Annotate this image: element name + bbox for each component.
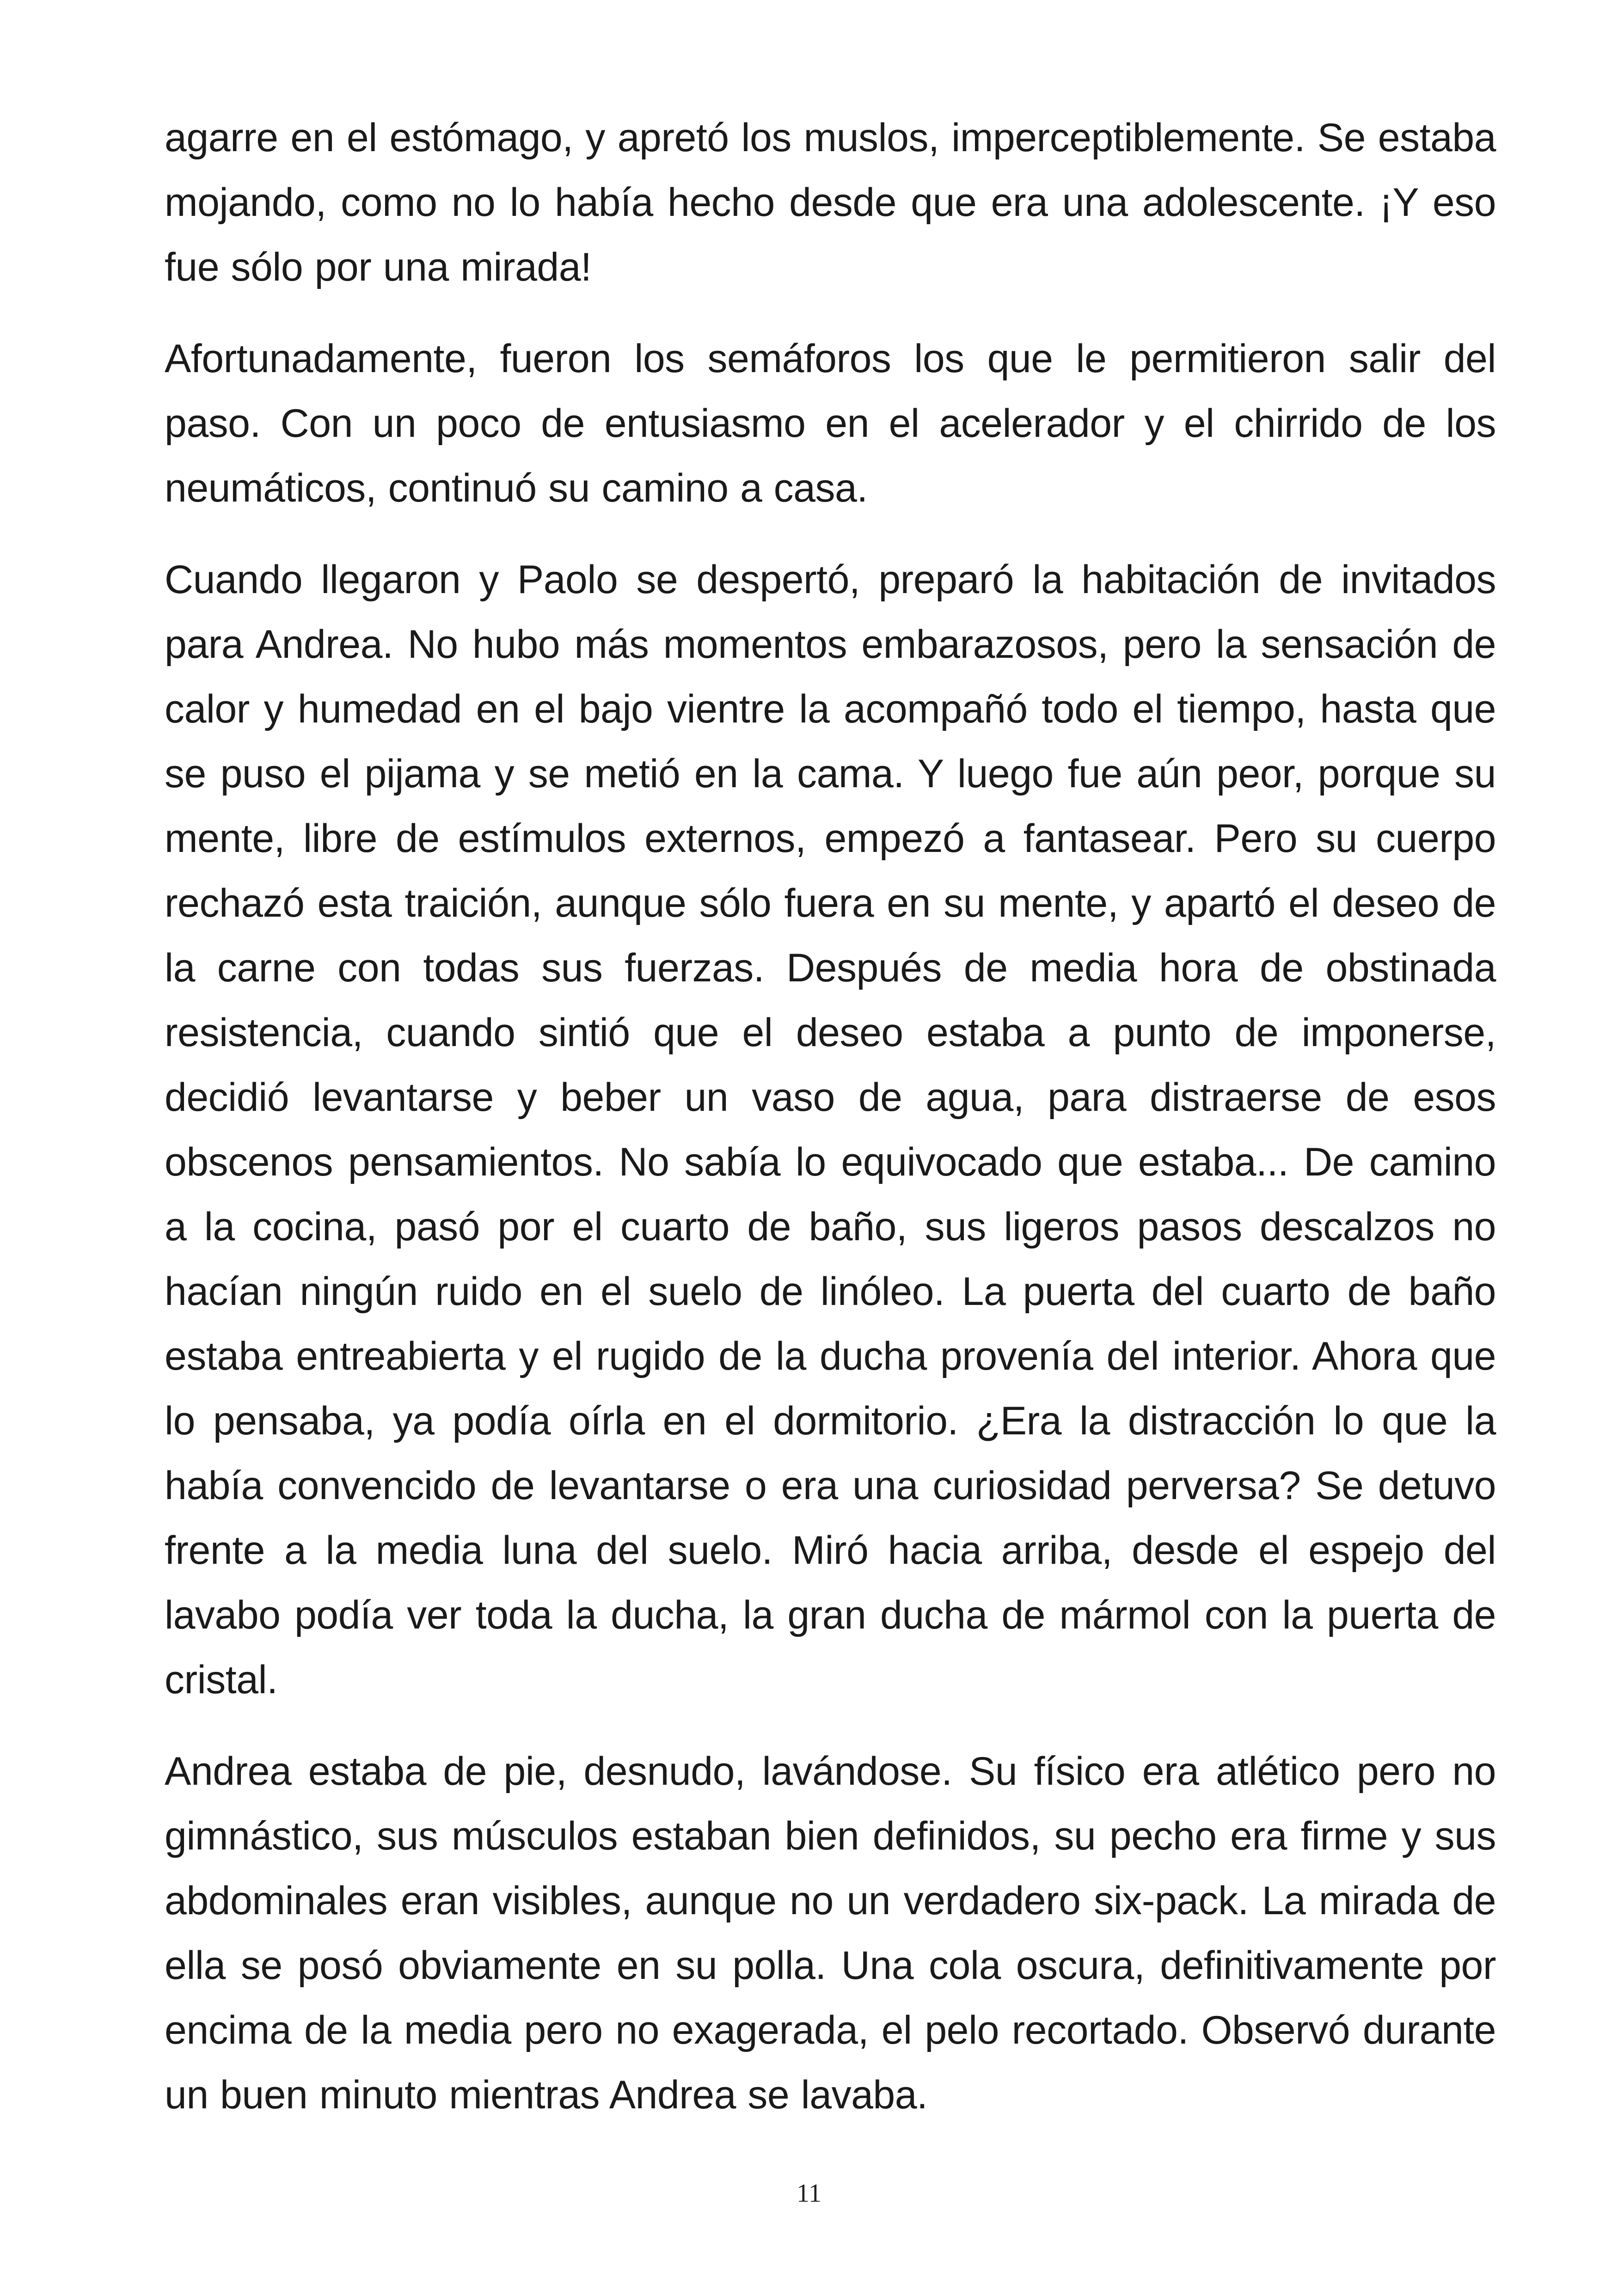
paragraph-4: Andrea estaba de pie, desnudo, lavándose. Su físico era atlético pero no gimnástico, sus músculos estaban bien definidos, su pecho era firme y sus abdominales eran visibles, aunque no un verdadero six-pack. La mirada de ella se posó obviamente en su polla. Una cola oscura, definitivamente por encima de la media pero no exagerada, el pelo recortado. Observó durante un buen minuto mientras Andrea se lavaba. — [165, 1749, 1496, 2117]
body-text — [165, 105, 1496, 2154]
paragraph-1: agarre en el estómago, y apretó los muslos, imperceptiblemente. Se estaba mojando, como no lo había hecho desde que era una adolescente. ¡Y eso fue sólo por una mirada! — [165, 116, 1496, 289]
paragraph-3: Cuando llegaron y Paolo se despertó, preparó la habitación de invitados para Andrea. No hubo más momentos embarazosos, pero la sensación de calor y humedad en el bajo vientre la acompañó todo el tiempo, hasta que se puso el pijama y se metió en la cama. Y luego fue aún peor, porque su mente, libre de estímulos externos, empezó a fantasear. Pero su cuerpo rechazó esta traición, aunque sólo fuera en su mente, y apartó el deseo de la carne con todas sus fuerzas. Después de media hora de obstinada resistencia, cuando sintió que el deseo estaba a punto de imponerse, decidió levantarse y beber un vaso de agua, para distraerse de esos obscenos pensamientos. No sabía lo equivocado que estaba... De camino a la cocina, pasó por el cuarto de baño, sus ligeros pasos descalzos no hacían ningún ruido en el suelo de linóleo. La puerta del cuarto de baño estaba entreabierta y el rugido de la ducha provenía del interior. Ahora que lo pensaba, ya podía oírla en el dormitorio. ¿Era la distracción lo que la había convencido de levantarse o era una curiosidad perversa? Se detuvo frente a la media luna del suelo. Miró hacia arriba, desde el espejo del lavabo podía ver toda la ducha, la gran ducha de mármol con la puerta de cristal. — [165, 557, 1496, 1702]
page-number: 11 — [797, 2179, 821, 2208]
paragraph-2: Afortunadamente, fueron los semáforos los que le permitieron salir del paso. Con un poco de entusiasmo en el acelerador y el chirrido de los neumáticos, continuó su camino a casa. — [165, 337, 1496, 510]
